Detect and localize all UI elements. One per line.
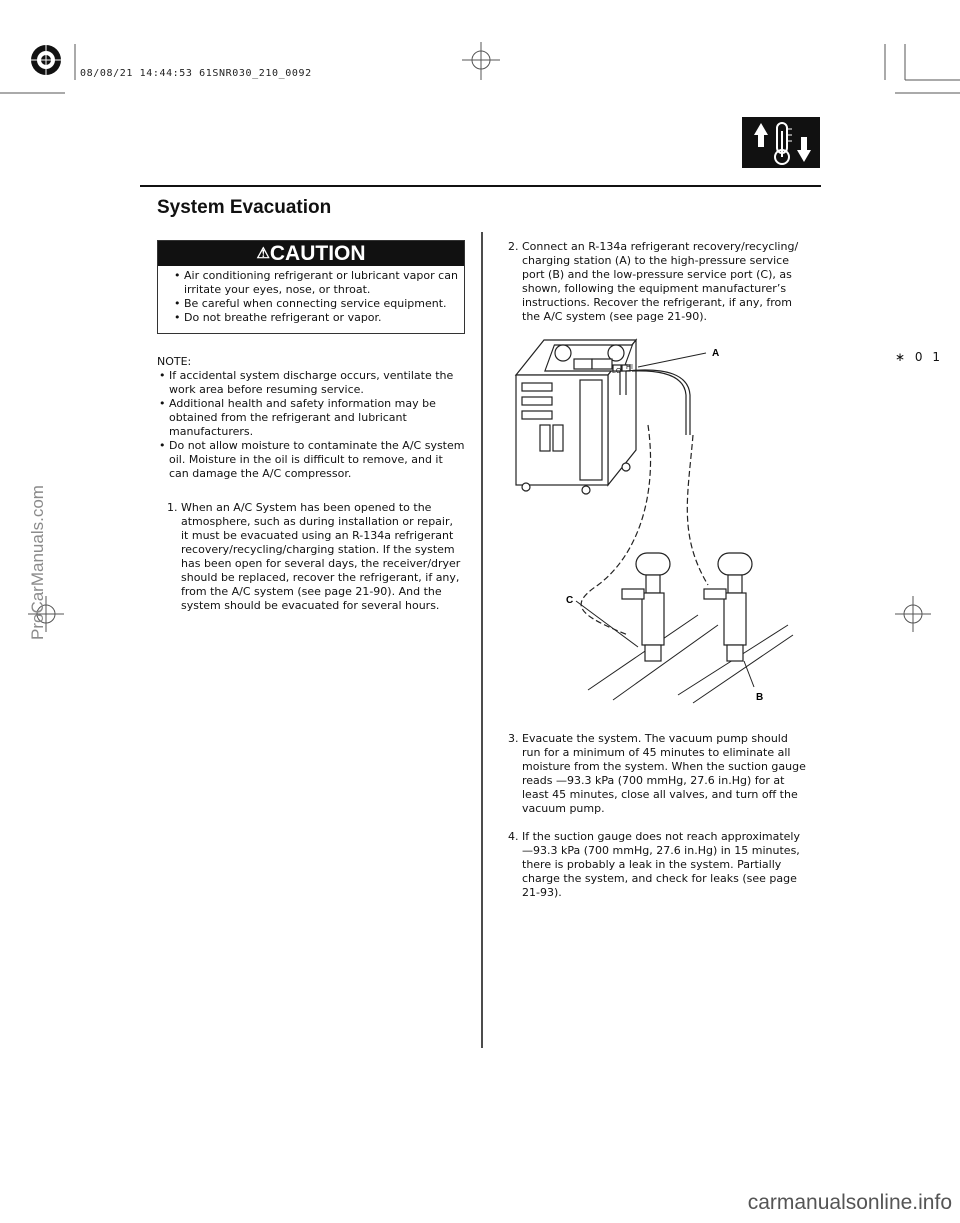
note-list	[157, 369, 465, 481]
registration-target-top-left	[27, 41, 65, 79]
caution-item: • Air conditioning refrigerant or lubricant vapor can irritate your eyes, nose, or throat.	[172, 269, 458, 297]
caution-header	[158, 241, 464, 266]
footer-watermark: carmanualsonline.info	[747, 1191, 952, 1214]
page-title: System Evacuation	[157, 197, 332, 218]
step-number: 2.	[508, 240, 519, 253]
step-text: Evacuate the system. The vacuum pump should run for a minimum of 45 minutes to eliminate all moisture from the system. When the suction gauge reads —93.3 kPa (700 mmHg, 27.6 in.Hg) for at least 45 minutes, close all valves, and turn off the vacuum pump.	[522, 732, 806, 815]
step-1	[167, 501, 463, 613]
note-item: • Additional health and safety information may be obtained from the refrigerant and lubricant manufacturers.	[157, 397, 465, 439]
thermometer-arrows-graphic	[742, 117, 820, 168]
note-heading: NOTE:	[157, 355, 192, 368]
print-stamp-horizontal: 08/08/21 14:44:53 61SNR030_210_0092	[80, 68, 312, 79]
note-item: • Do not allow moisture to contaminate the A/C system oil. Moisture in the oil is difficult to remove, and it can damage the A/C compressor.	[157, 439, 465, 481]
caution-box	[157, 240, 465, 334]
high-pressure-port-b	[704, 553, 752, 661]
figure-svg	[508, 335, 808, 705]
service-station-figure	[508, 335, 808, 705]
leader-a	[638, 353, 706, 367]
charging-station-a	[516, 340, 636, 494]
low-pressure-port-c	[622, 553, 670, 661]
registration-target-top-center	[462, 42, 500, 80]
caution-label: CAUTION	[269, 242, 366, 265]
step-text: If the suction gauge does not reach approximately —93.3 kPa (700 mmHg, 27.6 in.Hg) in 15 minutes, there is probably a leak in the system. Partially charge the system, and check for leaks (see page 21-93).	[522, 830, 800, 899]
label-b: B	[756, 692, 764, 703]
label-c: C	[566, 595, 574, 606]
step-text: When an A/C System has been opened to the atmosphere, such as during installation or repair, it must be evacuated using an R-134a refrigerant recovery/recycling/charging station. If the system has been open for several days, the receiver/dryer should be replaced, recover the refrigerant, if any, from the A/C system (see page 21-90). And the system should be evacuated for several hours.	[181, 501, 461, 612]
thermometer-arrows-icon	[742, 117, 820, 168]
gauge-hi-label: HI	[626, 364, 633, 371]
step-2	[508, 240, 804, 324]
side-watermark-wrap	[28, 485, 50, 641]
warning-icon: ⚠	[256, 245, 270, 262]
registration-target-right	[895, 596, 931, 632]
step-3	[508, 732, 804, 816]
caution-item: • Do not breathe refrigerant or vapor.	[172, 311, 458, 325]
caution-item: • Be careful when connecting service equipment.	[172, 297, 458, 311]
margin-mark: ∗ 0 1	[895, 350, 943, 364]
side-watermark: ProCarManuals.com	[28, 485, 47, 640]
note-block	[157, 355, 465, 481]
floor-lines	[588, 615, 793, 703]
caution-list	[172, 269, 458, 325]
step-number: 1.	[167, 501, 178, 514]
step-number: 4.	[508, 830, 519, 843]
step-number: 3.	[508, 732, 519, 745]
gauge-lo-label: LO	[612, 368, 622, 375]
leader-c	[576, 601, 638, 647]
step-text: Connect an R-134a refrigerant recovery/recycling/ charging station (A) to the high-pressure service port (B) and the low-pressure service port (C), as shown, following the equipment manufacturer’s instructions. Recover the refrigerant, if any, from the A/C system (see page 21-90).	[522, 240, 799, 323]
label-a: A	[712, 348, 720, 359]
step-4	[508, 830, 804, 900]
note-item: • If accidental system discharge occurs, ventilate the work area before resuming service.	[157, 369, 465, 397]
